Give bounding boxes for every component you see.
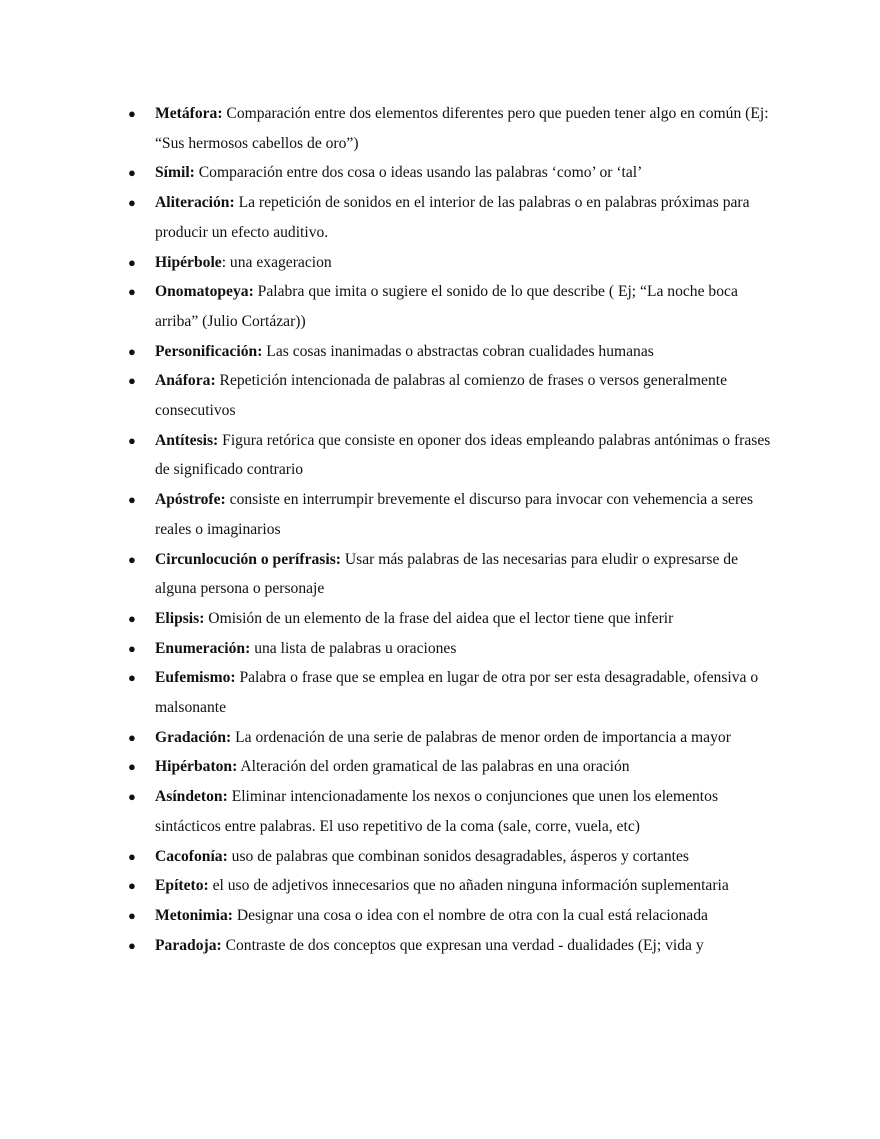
term-name: Enumeración: (155, 639, 251, 657)
list-item (128, 188, 778, 247)
bullet-icon: ● (128, 848, 136, 864)
term-name: Paradoja: (155, 936, 222, 954)
list-item (128, 248, 778, 278)
bullet-icon: ● (128, 937, 136, 953)
term-name: Aliteración: (155, 194, 235, 212)
term-name: Eufemismo: (155, 669, 236, 687)
term-name: Personificación: (155, 342, 263, 360)
bullet-icon: ● (128, 640, 136, 656)
bullet-icon: ● (128, 195, 136, 211)
term-definition: La repetición de sonidos en el interior de las palabras o en palabras próximas para producir un efecto auditivo. (155, 194, 750, 241)
bullet-icon: ● (128, 670, 136, 686)
list-item (128, 871, 778, 901)
list-item (128, 158, 778, 188)
list-item (128, 663, 778, 722)
list-item (128, 604, 778, 634)
bullet-icon: ● (128, 284, 136, 300)
list-item (128, 337, 778, 367)
list-item (128, 931, 778, 961)
bullet-icon: ● (128, 165, 136, 181)
bullet-icon: ● (128, 343, 136, 359)
list-item (128, 485, 778, 544)
term-name: Cacofonía: (155, 847, 228, 865)
term-name: Hipérbole (155, 253, 222, 271)
list-item (128, 782, 778, 841)
term-definition: Contraste de dos conceptos que expresan una verdad - dualidades (Ej; vida y (221, 936, 704, 954)
term-name: Elipsis: (155, 609, 205, 627)
list-item (128, 426, 778, 485)
term-name: Apóstrofe: (155, 491, 226, 509)
bullet-icon: ● (128, 106, 136, 121)
term-definition: Alteración del orden gramatical de las palabras en una oración (237, 758, 630, 776)
bullet-icon: ● (128, 254, 136, 270)
bullet-icon: ● (128, 729, 136, 745)
term-name: Epíteto: (155, 877, 209, 895)
term-name: Anáfora: (155, 372, 216, 390)
term-definition: Palabra que imita o sugiere el sonido de lo que describe ( Ej; “La noche boca arriba” (Julio Cortázar)) (155, 283, 738, 330)
term-definition: una lista de palabras u oraciones (250, 639, 457, 657)
bullet-icon: ● (128, 610, 136, 626)
bullet-icon: ● (128, 373, 136, 389)
list-item (128, 723, 778, 753)
list-item (128, 277, 778, 336)
term-definition: Omisión de un elemento de la frase del aidea que el lector tiene que inferir (204, 609, 674, 627)
term-name: Gradación: (155, 728, 232, 746)
term-name: Hipérbaton: (155, 758, 238, 776)
list-item (128, 901, 778, 931)
term-name: Metonimia: (155, 906, 233, 924)
term-name: Onomatopeya: (155, 283, 254, 301)
literary-terms-list (128, 99, 778, 960)
term-definition: Repetición intencionada de palabras al comienzo de frases o versos generalmente consecutivos (155, 372, 727, 420)
term-definition: Eliminar intencionadamente los nexos o conjunciones que unen los elementos sintácticos entre palabras. El uso repetitivo de la coma (sale, corre, vuela, etc) (155, 788, 719, 835)
term-definition: consiste en interrumpir brevemente el discurso para invocar con vehemencia a seres reales o imaginarios (155, 491, 754, 538)
bullet-icon: ● (128, 759, 136, 775)
list-item (128, 752, 778, 782)
list-item (128, 366, 778, 425)
term-definition: uso de palabras que combinan sonidos desagradables, ásperos y cortantes (227, 847, 689, 865)
term-definition: Usar más palabras de las necesarias para eludir o expresarse de alguna persona o personaje (155, 550, 738, 598)
term-definition: Figura retórica que consiste en oponer dos ideas empleando palabras antónimas o frases de significado contrario (155, 431, 771, 479)
bullet-icon: ● (128, 551, 136, 567)
term-name: Metáfora: (155, 105, 223, 122)
term-definition: Palabra o frase que se emplea en lugar de otra por ser esta desagradable, ofensiva o malsonante (155, 669, 759, 717)
list-item (128, 545, 778, 604)
term-definition: Comparación entre dos cosa o ideas usando las palabras ‘como’ or ‘tal’ (194, 164, 643, 182)
term-definition: Las cosas inanimadas o abstractas cobran cualidades humanas (262, 342, 654, 360)
term-definition: Comparación entre dos elementos diferentes pero que pueden tener algo en común (Ej: “Sus hermosos cabellos de oro”) (155, 105, 769, 152)
term-definition: : una exageracion (221, 253, 332, 271)
term-name: Antítesis: (155, 431, 219, 449)
list-item (128, 99, 778, 158)
term-name: Asíndeton: (155, 788, 228, 806)
term-name: Símil: (155, 164, 195, 182)
bullet-icon: ● (128, 492, 136, 508)
list-item (128, 842, 778, 872)
bullet-icon: ● (128, 907, 136, 923)
bullet-icon: ● (128, 789, 136, 805)
term-definition: La ordenación de una serie de palabras de menor orden de importancia a mayor (231, 728, 731, 746)
term-name: Circunlocución o perífrasis: (155, 550, 341, 568)
bullet-icon: ● (128, 432, 136, 448)
term-definition: Designar una cosa o idea con el nombre de otra con la cual está relacionada (232, 906, 708, 924)
term-definition: el uso de adjetivos innecesarios que no añaden ninguna información suplementaria (208, 877, 729, 895)
bullet-icon: ● (128, 878, 136, 894)
list-item (128, 634, 778, 664)
